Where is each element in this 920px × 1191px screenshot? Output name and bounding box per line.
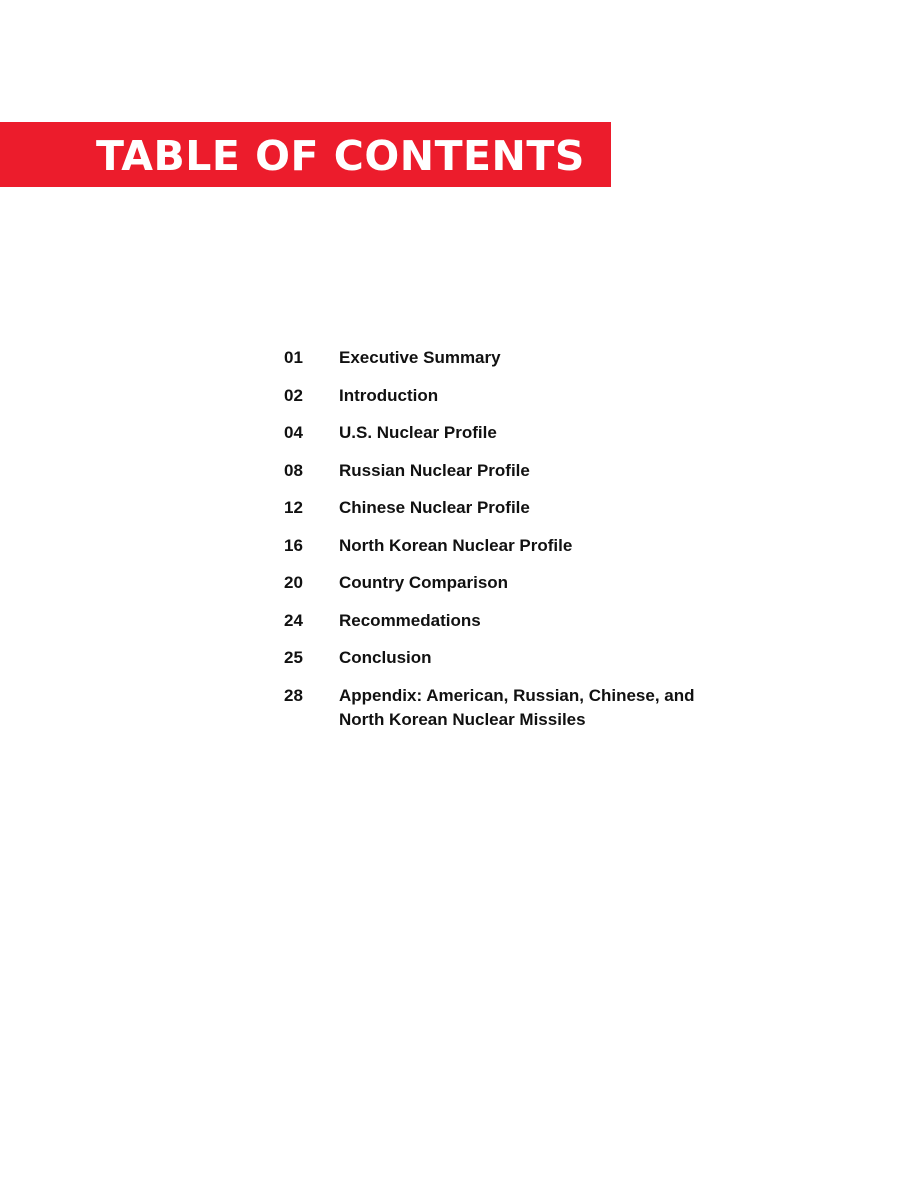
toc-entry-title: North Korean Nuclear Profile xyxy=(339,535,573,555)
toc-entry[interactable] xyxy=(284,571,804,595)
toc-page-number: 08 xyxy=(284,460,303,480)
toc-entry-title: U.S. Nuclear Profile xyxy=(339,423,497,442)
toc-entry[interactable] xyxy=(284,496,804,520)
toc-entry[interactable] xyxy=(284,684,804,732)
toc-page-number: 28 xyxy=(284,685,303,705)
toc-entry[interactable] xyxy=(284,346,804,370)
toc-page-number: 04 xyxy=(284,423,303,442)
toc-entry-title: Appendix: American, Russian, Chinese, and North Korean Nuclear Missiles xyxy=(339,685,695,729)
toc-page-number: 20 xyxy=(284,573,303,592)
toc-entry-title: Recommedations xyxy=(339,610,481,630)
toc-entry[interactable] xyxy=(284,609,804,633)
toc-entry-title: Executive Summary xyxy=(339,348,501,367)
toc-entry-title: Russian Nuclear Profile xyxy=(339,460,530,480)
toc-entry[interactable] xyxy=(284,384,804,408)
toc-entry-title: Chinese Nuclear Profile xyxy=(339,498,530,517)
toc-entry-title: Introduction xyxy=(339,385,439,405)
toc-entry-title: Conclusion xyxy=(339,648,432,667)
toc-entry-title: Country Comparison xyxy=(339,573,509,592)
toc-entry[interactable] xyxy=(284,534,804,558)
page-title: TABLE OF CONTENTS xyxy=(96,132,585,180)
toc-page-number: 01 xyxy=(284,348,303,367)
toc-entry[interactable] xyxy=(284,421,804,445)
toc-entry[interactable] xyxy=(284,459,804,483)
toc-entry[interactable] xyxy=(284,646,804,670)
toc-page-number: 25 xyxy=(284,648,303,667)
table-of-contents xyxy=(284,346,804,745)
toc-page-number: 02 xyxy=(284,385,303,405)
toc-page-number: 12 xyxy=(284,498,303,517)
toc-page-number: 24 xyxy=(284,610,303,630)
toc-page-number: 16 xyxy=(284,535,303,555)
